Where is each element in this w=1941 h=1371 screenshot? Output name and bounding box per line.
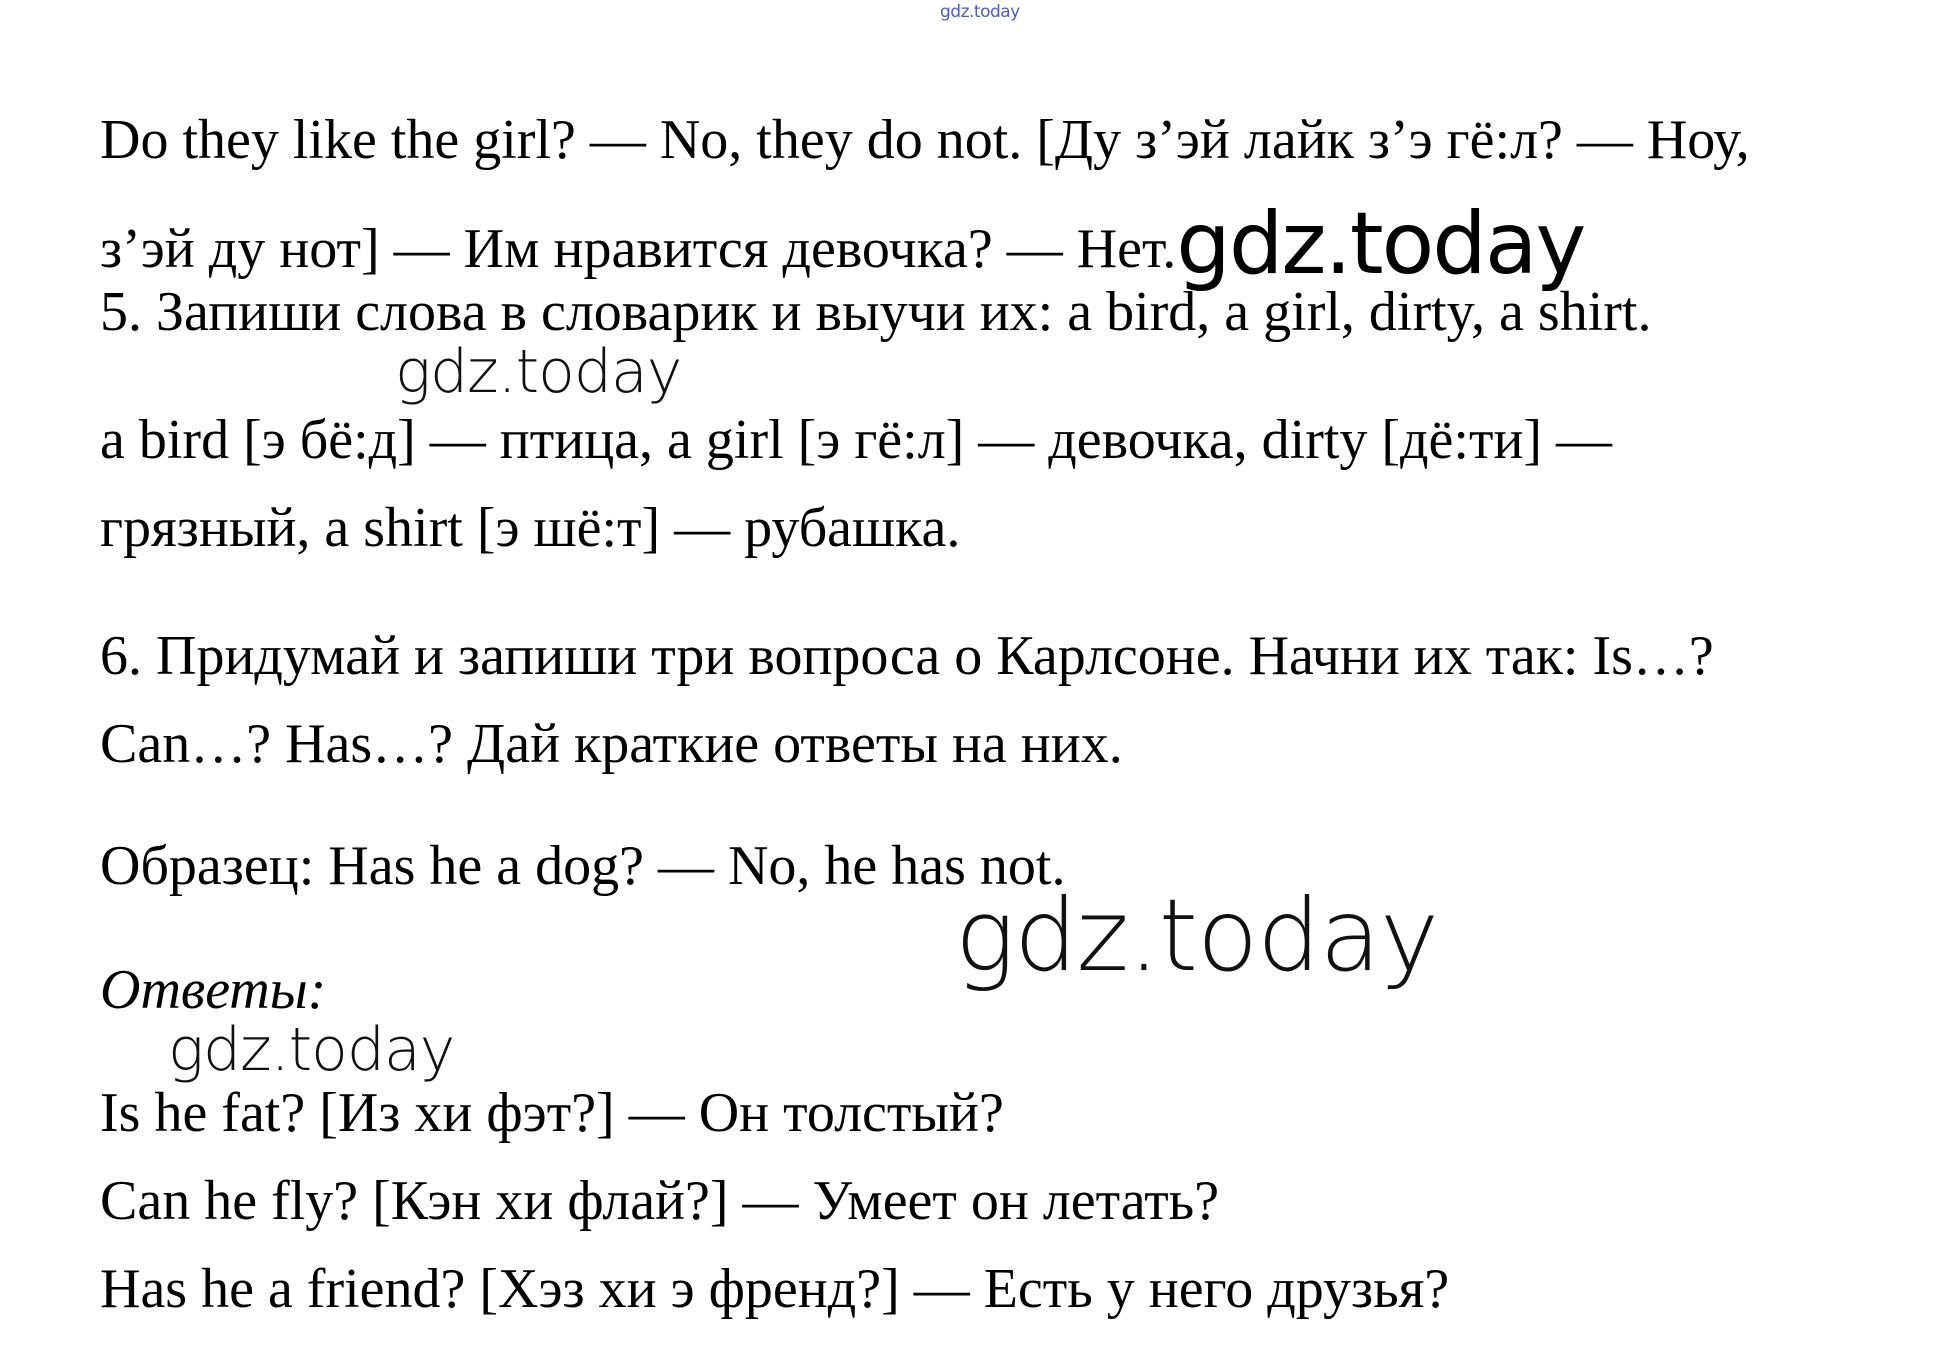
watermark-1: gdz.today [395, 337, 682, 407]
answer-3: Has he a friend? [Хэз хи э френд?] — Есть у него друзья? [100, 1258, 1450, 1320]
example-line: Образец: Has he a dog? — No, he has not. [100, 835, 1066, 897]
answer-1: Is he fat? [Из хи фэт?] — Он толстый? [100, 1082, 1004, 1144]
task-6-line-2: Can…? Has…? Дай краткие ответы на них. [100, 713, 1123, 775]
watermark-inline: gdz.today [1176, 194, 1585, 294]
text-line-2 [100, 194, 1585, 294]
answers-label: Ответы: [100, 959, 327, 1021]
words-line-2: грязный, a shirt [э шё:т] — рубашка. [100, 497, 961, 559]
task-5-heading: 5. Запиши слова в словарик и выучи их: a bird, a girl, dirty, a shirt. [100, 281, 1652, 343]
answer-2: Can he fly? [Кэн хи флай?] — Умеет он летать? [100, 1170, 1220, 1232]
text-line-1: Do they like the girl? — No, they do not. [Ду з’эй лайк з’э гё:л? — Ноу, [100, 109, 1750, 171]
top-watermark: gdz.today [940, 2, 1020, 22]
task-6-line-1: 6. Придумай и запиши три вопроса о Карлсоне. Начни их так: Is…? [100, 625, 1714, 687]
text-line-2-content: з’эй ду нот] — Им нравится девочка? — Нет. [100, 218, 1177, 280]
words-line-1: a bird [э бё:д] — птица, a girl [э гё:л] — девочка, dirty [дё:ти] — [100, 409, 1613, 471]
watermark-3: gdz.today [168, 1015, 455, 1085]
watermark-2: gdz.today [955, 877, 1439, 994]
